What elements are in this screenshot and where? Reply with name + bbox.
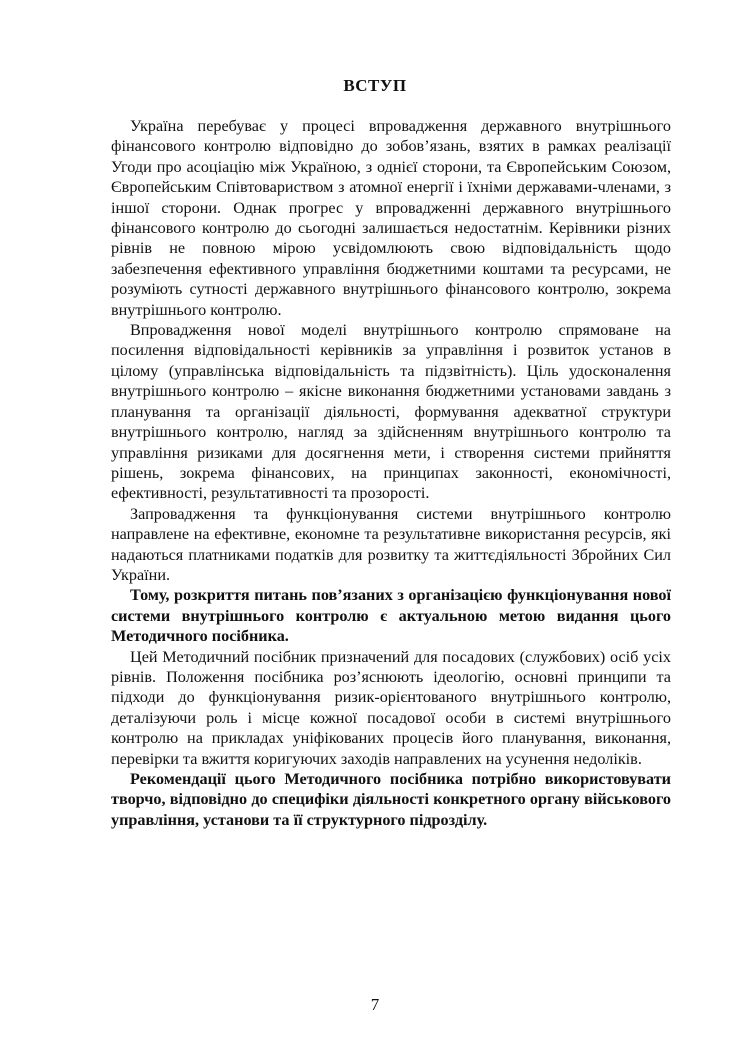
paragraph-6-bold: Рекомендації цього Методичного посібника потрібно використовувати творчо, відповідно до специфіки діяльності конкретного органу військового управління, установи та її структурного підрозділу. — [111, 770, 671, 829]
page-title: ВСТУП — [343, 76, 407, 95]
paragraph-4-bold: Тому, розкриття питань пов’язаних з організацією функціонування нової системи внутрішнього контролю є актуальною метою видання цього Методичного посібника. — [111, 586, 671, 646]
body-text — [111, 116, 671, 830]
paragraph-3: Запровадження та функціонування системи внутрішнього контролю направлене на ефективне, економне та результативне використання ресурсів, які надаються платниками податків для розвитку та життєдіяльності Збройних Сил України. — [111, 504, 671, 584]
paragraph-5: Цей Методичний посібник призначений для посадових (службових) осіб усіх рівнів. Положення посібника роз’яснюють ідеологію, основні принципи та підходи до функціонування ризик-орієнтованого внутрішнього контролю, деталізуючи роль і місце кожної посадової особи в системі внутрішнього контролю на прикладах уніфікованих процесів його планування, виконання, перевірки та вжиття коригуючих заходів направлених на усунення недоліків. — [111, 647, 671, 768]
page-number: 7 — [370, 995, 380, 1014]
paragraph-2: Впровадження нової моделі внутрішнього контролю спрямоване на посилення відповідальності керівників за управління і розвиток установ в цілому (управлінська відповідальність та підзвітність). Ціль удосконалення внутрішнього контролю – якісне виконання бюджетними установами завдань з планування та організації діяльності, формування адекватної структури внутрішнього контролю, нагляд за здійсненням внутрішнього контролю та управління ризиками для досягнення мети, і створення системи прийняття рішень, зокрема фінансових, на принципах законності, економічності, ефективності, результативності та прозорості. — [111, 321, 671, 503]
paragraph-1: Україна перебуває у процесі впровадження державного внутрішнього фінансового контролю відповідно до зобов’язань, взятих в рамках реалізації Угоди про асоціацію між Україною, з однієї сторони, та Європейським Союзом, Європейським Співтовариством з атомної енергії і їхніми державами-членами, з іншої сторони. Однак прогрес у впровадженні державного внутрішнього фінансового контролю до сьогодні залишається недостатнім. Керівники різних рівнів не повною мірою усвідомлюють свою відповідальність щодо забезпечення ефективного управління бюджетними коштами та ресурсами, не розуміють сутності державного внутрішнього фінансового контролю, зокрема внутрішнього контролю. — [111, 117, 671, 319]
